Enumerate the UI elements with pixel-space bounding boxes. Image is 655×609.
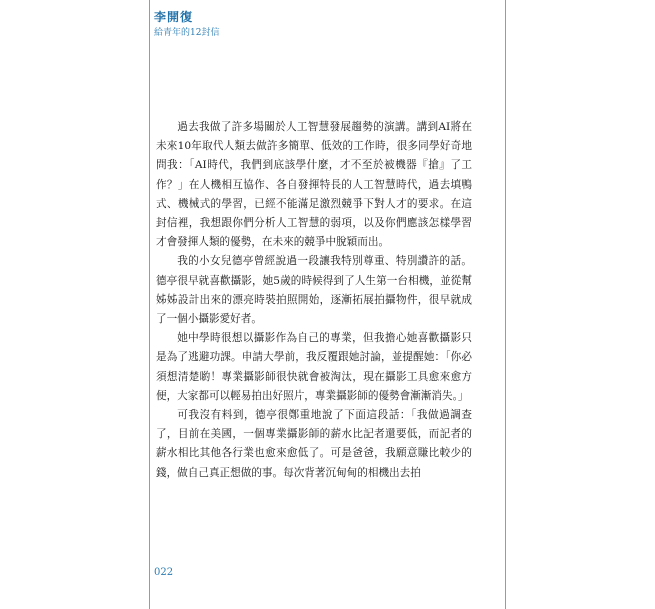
running-header-author: 李開復 [154, 10, 194, 24]
paragraph: 我的小女兒德亭曾經說過一段讓我特別尊重、特別讚許的話。德亭很早就喜歡攝影，她5歲的時候得到了人生第一台相機，並從幫姊姊設計出來的漂亮時裝拍照開始，逐漸拓展拍攝物件，很早就成了一個小攝影愛好者。 [156, 255, 472, 326]
page-number: 022 [154, 567, 174, 578]
paragraph: 過去我做了許多場關於人工智慧發展趨勢的演講。講到AI將在未來10年取代人類去做許多簡單、低效的工作時，很多同學好奇地問我：「AI時代，我們到底該學什麼，才不至於被機器『搶』了工作？」在人機相互協作、各自發揮特長的人工智慧時代，過去填鴨式、機械式的學習，已經不能滿足激烈競爭下對人才的要求。在這封信裡，我想跟你們分析人工智慧的弱項，以及你們應該怎樣學習才會發揮人類的優勢，在未來的競爭中脫穎而出。 [156, 121, 472, 249]
paragraph: 她中學時很想以攝影作為自己的專業，但我擔心她喜歡攝影只是為了逃避功課。申請大學前，我反覆跟她討論，並提醒她：「你必須想清楚喲！專業攝影師很快就會被淘汰，現在攝影工具愈來愈方便，大家都可以輕易拍出好照片，專業攝影師的優勢會漸漸消失。」 [156, 332, 472, 402]
right-margin-rule [505, 0, 506, 609]
left-margin-rule [149, 0, 150, 609]
running-header-book-title: 給青年的12封信 [154, 28, 220, 38]
body-text [156, 118, 472, 483]
paragraph: 可我沒有料到，德亭很鄭重地說了下面這段話：「我做過調查了，目前在美國，一個專業攝影師的薪水比記者還要低，而記者的薪水相比其他各行業也愈來愈低了。可是爸爸，我願意賺比較少的錢，做自己真正想做的事。每次背著沉甸甸的相機出去拍 [156, 409, 472, 479]
